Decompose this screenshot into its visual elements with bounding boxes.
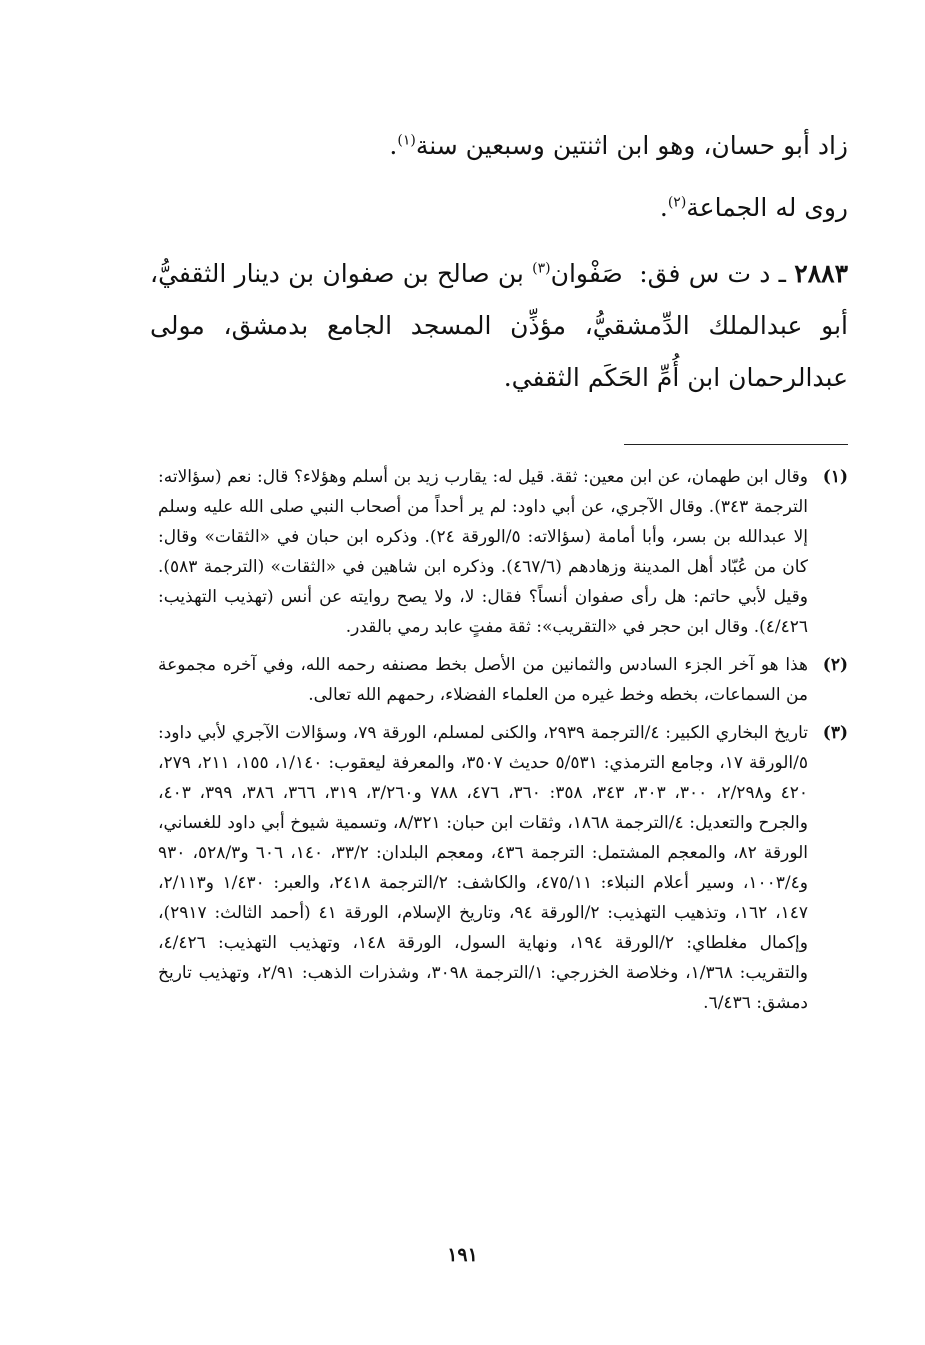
text-line-1 <box>150 120 848 172</box>
line-2-period: . <box>659 193 668 222</box>
entry-name: صَفْوان <box>550 259 623 288</box>
entry-number: ٢٨٨٣ <box>794 259 848 288</box>
footnote-number: (٣) <box>822 723 848 743</box>
footnote-separator <box>624 444 848 445</box>
line-2-text: روى له الجماعة <box>686 193 848 222</box>
text-line-2 <box>150 182 848 234</box>
line-1-period: . <box>389 131 398 160</box>
footnote-text: هذا هو آخر الجزء السادس والثمانين من الأصل بخط مصنفه رحمه الله، وفي آخره مجموعة من السماعات، بخطه وخط غيره من العلماء الفضلاء، رحمهم الله تعالى. <box>158 655 808 705</box>
entry-text: بن صالح بن صفوان بن دينار الثقفيُّ، أبو عبدالملك الدِّمشقيُّ، مؤذِّن المسجد الجامع بدمشق، مولى عبدالرحمان ابن أُمِّ الحَكَم الثقفي. <box>150 259 848 392</box>
page-number: ١٩١ <box>447 1244 478 1266</box>
footnote-text: وقال ابن طهمان، عن ابن معين: ثقة. قيل له: يقارب زيد بن أسلم وهؤلاء؟ قال: نعم (سؤالاته: الترجمة ٣٤٣). وقال الآجري، عن أبي داود: لم ير أحداً من أصحاب النبي صلى الله عليه وسلم إلا عبدالله بن بسر، وأبا أمامة (سؤالاته: ٥/الورقة ٢٤). وذكره ابن حبان في «الثقات» وقال: كان من عُبّاد أهل المدينة وزهادهم (٤٦٧/٦). وذكره ابن شاهين في «الثقات» (الترجمة ٥٨٣). وقيل لأبي حاتم: هل رأى صفوان أنساً؟ فقال: لا، ولا يصح روايته عن أنس (تهذيب التهذيب: ٤/٤٢٦). وقال ابن حجر في «التقريب»: ثقة مفتٍ عابد رمي بالقدر. <box>158 467 808 637</box>
footnotes <box>158 462 848 1026</box>
footnote-1 <box>158 462 848 642</box>
entry-codes: ـ د ت س فق: <box>639 259 787 288</box>
biography-entry <box>150 248 848 404</box>
footnote-ref-3: (٣) <box>532 260 551 277</box>
main-text <box>150 120 848 404</box>
footnote-2 <box>158 650 848 710</box>
footnote-number: (٢) <box>822 655 848 675</box>
footnote-3 <box>158 718 848 1018</box>
line-1-text: زاد أبو حسان، وهو ابن اثنتين وسبعين سنة <box>415 131 848 160</box>
footnote-ref-1: (١) <box>397 132 416 149</box>
footnote-text: تاريخ البخاري الكبير: ٤/الترجمة ٢٩٣٩، والكنى لمسلم، الورقة ٧٩، وسؤالات الآجري لأبي داود: ٥/الورقة ١٧، وجامع الترمذي: ٥/٥٣١ حديث ٣٥٠٧، والمعرفة ليعقوب: ١/١٤٠، ١٥٥، ٢١١، ٢٧٩، ٤٢٠ و٢/٢٩٨، ٣٠٠، ٣٠٣، ٣٤٣، ٣٥٨: ٣٦٠، ٤٧٦، ٧٨٨ و٣/٢٦٠، ٣١٩، ٣٦٦، ٣٨٦، ٣٩٩، ٤٠٣، والجرح والتعديل: ٤/الترجمة ١٨٦٨، وثقات ابن حبان: ٨/٣٢١، وتسمية شيوخ أبي داود للغساني، الورقة ٨٢، والمعجم المشتمل: الترجمة ٤٣٦، ومعجم البلدان: ٣٣/٢، ١٤٠، ٦٠٦ و٥٢٨/٣، ٩٣٠ و١٠٠٣/٤، وسير أعلام النبلاء: ٤٧٥/١١، والكاشف: ٢/الترجمة ٢٤١٨، والعبر: ١/٤٣٠ و٢/١١٣، ١٤٧، ١٦٢، وتذهيب التهذيب: ٢/الورقة ٩٤، وتاريخ الإسلام، الورقة ٤١ (أحمد الثالث: ٢٩١٧)، وإكمال مغلطاي: ٢/الورقة ١٩٤، ونهاية السول، الورقة ١٤٨، وتهذيب التهذيب: ٤/٤٢٦، والتقريب: ١/٣٦٨، وخلاصة الخزرجي: ١/الترجمة ٣٠٩٨، وشذرات الذهب: ٢/٩١، وتهذيب تاريخ دمشق: ٦/٤٣٦. <box>158 723 809 1013</box>
footnote-ref-2: (٢) <box>667 194 687 211</box>
footnote-number: (١) <box>822 467 848 487</box>
